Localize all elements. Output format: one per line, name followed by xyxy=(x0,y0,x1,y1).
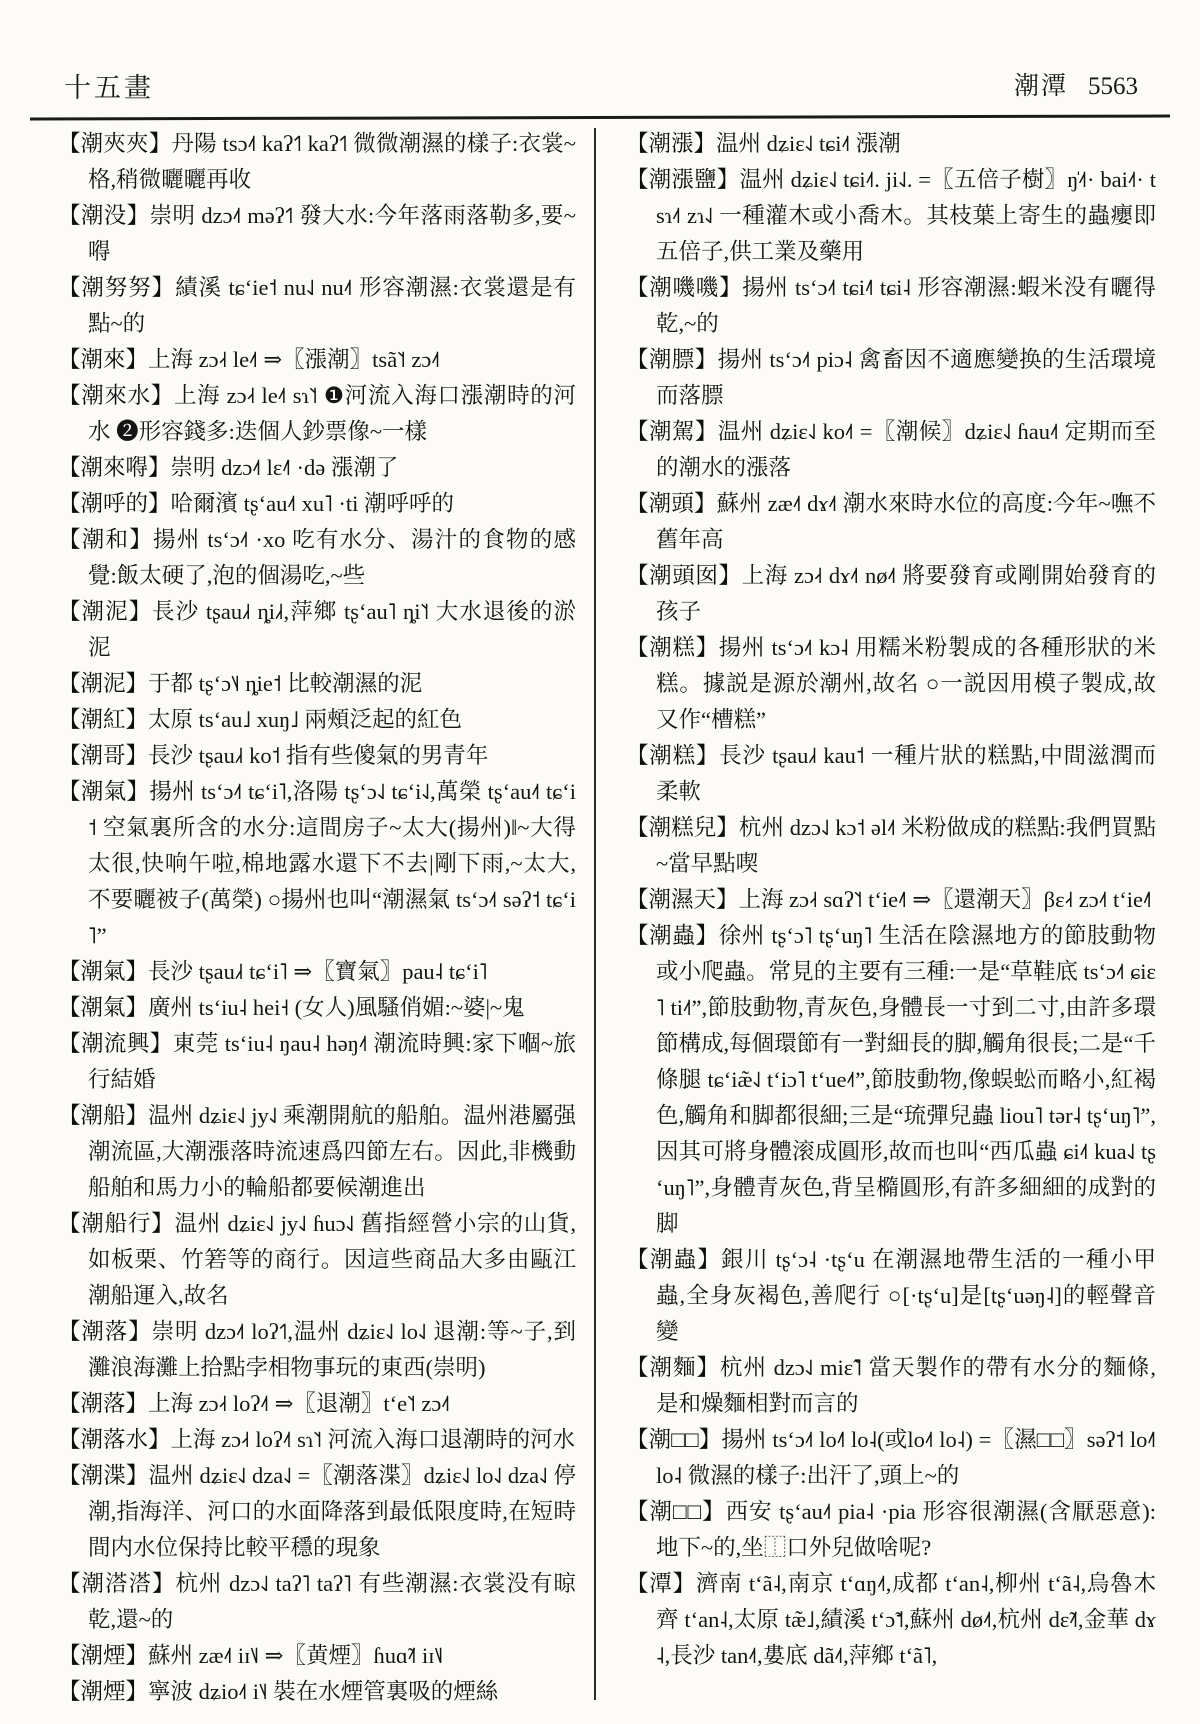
dictionary-entry xyxy=(626,342,1156,414)
entry-body: 揚州 tsʻɔ˨˦ tɕi˨˥ tɕi˨ 形容潮濕:蝦米没有曬得乾,~的 xyxy=(656,275,1156,336)
entry-body: 揚州 tsʻɔ˨˦ lo˨˥ lo˨(或lo˨˦ lo˨) =〖濕□□〗səʔ˦ lo˨˥ lo˨ 微濕的樣子:出汗了,頭上~的 xyxy=(656,1427,1156,1488)
entry-headword: 【潮泥】 xyxy=(58,671,149,696)
entry-body: 長沙 tʂau˩˧ tɕʻi˥ ⇒〖寶氣〗pau˨ tɕʻi˥ xyxy=(148,959,488,984)
entry-headword: 【潮努努】 xyxy=(58,275,176,300)
dictionary-entry xyxy=(58,1386,576,1422)
entry-body: 濟南 tʻã˨,南京 tʻɑŋ˨˦,成都 tʻan˨,柳州 tʻã˨,烏魯木齊 tʻan˨,太原 tæ̃˩,績溪 tʻɔ̃˦,蘇州 dø˨˦,杭州 dɛ̃˨˦,金華 dɤ˨,長沙 tan˨˦,婁底 dã˨˦,萍鄉 tʻã˥, xyxy=(656,1571,1156,1668)
dictionary-entry xyxy=(626,1566,1156,1674)
header-section-label: 十五畫 xyxy=(64,73,154,103)
column-divider xyxy=(594,128,596,1700)
entry-headword: 【潮麵】 xyxy=(626,1355,720,1380)
dictionary-entry xyxy=(626,162,1156,270)
entry-headword: 【潮蟲】 xyxy=(626,1247,722,1272)
entry-body: 銀川 tʂʻɔ˨ ·tʂʻu 在潮濕地帶生活的一種小甲蟲,全身灰褐色,善爬行 ○[·tʂʻu]是[tʂʻuəŋ˨]的輕聲音變 xyxy=(656,1247,1156,1344)
entry-body: 揚州 tsʻɔ˨˦ tɕʻi˥,洛陽 tʂʻɔ˨˩ tɕʻi˨˩,萬榮 tʂʻau˨˦ tɕʻi˦ 空氣裏所含的水分:這間房子~太大(揚州)‖~大得太很,快响午啦,棉地露水還下不去|剛下雨,~太大,不要曬被子(萬榮) ○揚州也叫“潮濕氣 tsʻɔ˨˦ səʔ˦ tɕʻi˥” xyxy=(88,779,576,948)
entry-body: 上海 zɔ˨˧ loʔ˨˦ sɿ˥˦ 河流入海口退潮時的河水 xyxy=(170,1427,576,1452)
entry-headword: 【潮□□】 xyxy=(626,1499,726,1524)
header-page-number: 5563 xyxy=(1088,73,1138,100)
right-column xyxy=(626,126,1156,1674)
entry-body: 上海 zɔ˨˧ sɑʔ˥˦ tʻie˨˥ ⇒〖還潮天〗βɛ˨˧ zɔ˨˦ tʻie˨˥ xyxy=(738,887,1152,912)
entry-headword: 【潮哥】 xyxy=(58,743,149,768)
entry-body: 温州 dʑiɛ˨˩ jy˨˩ ɦuɔ˨˩ 舊指經營小宗的山貨,如板栗、竹箬等的商行。因這些商品大多由甌江潮船運入,故名 xyxy=(88,1211,576,1308)
entry-body: 揚州 tsʻɔ˨˦ kɔ˨ 用糯米粉製成的各種形狀的米糕。據説是源於潮州,故名 ○一説因用模子製成,故又作“槽糕” xyxy=(656,635,1156,732)
entry-headword: 【潮漲鹽】 xyxy=(626,167,740,192)
entry-body: 長沙 tʂau˩˧ kau˦ 一種片狀的糕點,中間滋潤而柔軟 xyxy=(656,743,1156,804)
dictionary-entry xyxy=(626,630,1156,738)
dictionary-entry xyxy=(58,342,576,378)
entry-headword: 【潮没】 xyxy=(58,203,150,228)
entry-body: 績溪 tɕʻie˦ nu˨˩ nu˨˦ 形容潮濕:衣裳還是有點~的 xyxy=(88,275,576,336)
entry-headword: 【潮落】 xyxy=(58,1319,152,1344)
dictionary-entry xyxy=(626,1494,1156,1566)
dictionary-entry xyxy=(58,270,576,342)
entry-body: 揚州 tsʻɔ˨˦ piɔ˨ 禽畜因不適應變换的生活環境而落膘 xyxy=(656,347,1156,408)
dictionary-entry xyxy=(58,198,576,270)
entry-body: 長沙 tʂau˩˧ ȵi˩˧,萍鄉 tʂʻau˥ ȵi˥˦ 大水退後的淤泥 xyxy=(88,599,576,660)
entry-body: 長沙 tʂau˩˧ ko˦ 指有些傻氣的男青年 xyxy=(148,743,489,768)
entry-headword: 【潮泥】 xyxy=(58,599,153,624)
dictionary-entry xyxy=(626,1350,1156,1422)
entry-body: 東莞 tsʻiu˨ ŋau˨ həŋ˨˦ 潮流時興:家下嗰~旅行結婚 xyxy=(88,1031,576,1092)
dictionary-entry xyxy=(626,1242,1156,1350)
entry-headword: 【潮和】 xyxy=(58,527,154,552)
entry-headword: 【潮溚溚】 xyxy=(58,1571,176,1596)
entry-body: 上海 zɔ˨˧ dɤ˨˦ nø˨˦ 將要發育或剛開始發育的孩子 xyxy=(656,563,1156,624)
entry-headword: 【潮駕】 xyxy=(626,419,718,444)
entry-headword: 【潮來】 xyxy=(58,347,149,372)
entry-headword: 【潮落】 xyxy=(58,1391,149,1416)
entry-headword: 【潮來水】 xyxy=(58,383,174,408)
entry-headword: 【潮頭囡】 xyxy=(626,563,742,588)
entry-headword: 【潮頭】 xyxy=(626,491,717,516)
entry-body: 杭州 dzɔ˨˩ taʔ˥ taʔ˥ 有些潮濕:衣裳没有晾乾,還~的 xyxy=(88,1571,576,1632)
entry-body: 于都 tʂʻɔ˥˨ ȵie˦ 比較潮濕的泥 xyxy=(148,671,423,696)
entry-headword: 【潮渫】 xyxy=(58,1463,149,1488)
entry-headword: 【潮船】 xyxy=(58,1103,149,1128)
entry-body: 温州 dʑiɛ˨˩ dza˨˩ =〖潮落渫〗dʑiɛ˨˩ lo˨˩ dza˨˩ 停潮,指海洋、河口的水面降落到最低限度時,在短時間内水位保持比較平穩的現象 xyxy=(88,1463,576,1560)
entry-body: 崇明 dzɔ˨˦ lɛ˨˥ ·də 漲潮了 xyxy=(170,455,399,480)
dictionary-entry xyxy=(626,270,1156,342)
dictionary-entry xyxy=(58,486,576,522)
entry-body: 崇明 dzɔ˨˦ məʔ˦˥ 發大水:今年落雨落勒多,要~嘚 xyxy=(88,203,576,264)
dictionary-entry xyxy=(58,1638,576,1674)
dictionary-entry xyxy=(58,522,576,594)
dictionary-entry xyxy=(626,1422,1156,1494)
entry-body: 蘇州 zæ˨˦ iɪ˥˩ ⇒〖黄煙〗ɦuɑ̃˨˦ iɪ˥˩ xyxy=(148,1643,444,1668)
entry-headword: 【潮紅】 xyxy=(58,707,149,732)
entry-headword: 【潮漲】 xyxy=(626,131,717,156)
entry-headword: 【潮糕兒】 xyxy=(626,815,739,840)
dictionary-entry xyxy=(626,414,1156,486)
entry-body: 温州 dʑiɛ˨˩ jy˨˩ 乘潮開航的船舶。温州港屬强潮流區,大潮漲落時流速爲四節左右。因此,非機動船舶和馬力小的輪船都要候潮進出 xyxy=(88,1103,576,1200)
dictionary-entry xyxy=(58,1098,576,1206)
entry-headword: 【潮嘰嘰】 xyxy=(626,275,743,300)
entry-body: 太原 tsʻau˩ xuŋ˩ 兩頰泛起的紅色 xyxy=(148,707,462,732)
entry-body: 杭州 dzɔ˨˩ miɛ̃˥ 當天製作的帶有水分的麵條,是和燥麵相對而言的 xyxy=(656,1355,1156,1416)
entry-body: 廣州 tsʻiu˨ hei˧ (女人)風騷俏媚:~婆|~鬼 xyxy=(148,995,525,1020)
dictionary-entry xyxy=(626,738,1156,810)
entry-body: 上海 zɔ˨˧ le˨˦ sɿ˥˦ ❶河流入海口漲潮時的河水 ❷形容錢多:迭個人鈔票像~一樣 xyxy=(88,383,576,444)
dictionary-entry xyxy=(626,810,1156,882)
dictionary-entry xyxy=(58,990,576,1026)
entry-headword: 【潮氣】 xyxy=(58,959,149,984)
dictionary-entry xyxy=(626,486,1156,558)
entry-headword: 【潮來嘚】 xyxy=(58,455,171,480)
dictionary-entry xyxy=(58,702,576,738)
dictionary-entry xyxy=(58,126,576,198)
entry-headword: 【潮氣】 xyxy=(58,995,149,1020)
entry-body: 徐州 tʂʻɔ˥ tʂʻuŋ˥ 生活在陰濕地方的節肢動物或小爬蟲。常見的主要有三種:一是“草鞋底 tsʻɔ˨˦ ɕiɛ˥ ti˨˦”,節肢動物,青灰色,身體長一寸到二寸,由許多環節構成,每個環節有一對細長的脚,觸角很長;二是“千條腿 tɕʻiæ̃˨˩ tʻiɔ˥ tʻue˨˦”,節肢動物,像蜈蚣而略小,紅褐色,觸角和脚都很細;三是“琉彈兒蟲 liou˥ tər˨ tʂʻuŋ˥”,因其可將身體滚成圓形,故而也叫“西瓜蟲 ɕi˨˦ kua˨˩ tʂʻuŋ˥”,身體青灰色,背呈橢圓形,有許多細細的成對的脚 xyxy=(656,923,1156,1236)
dictionary-entry xyxy=(58,666,576,702)
dictionary-entry xyxy=(58,1314,576,1386)
entry-headword: 【潮船行】 xyxy=(58,1211,175,1236)
header-guide-word: 潮潭 xyxy=(1013,73,1068,100)
entry-headword: 【潮呼的】 xyxy=(58,491,171,516)
entry-headword: 【潮濕天】 xyxy=(626,887,739,912)
dictionary-entry xyxy=(58,774,576,954)
entry-body: 蘇州 zæ˨˦ dɤ˨˦ 潮水來時水位的高度:今年~嘸不舊年高 xyxy=(656,491,1156,552)
header-rule xyxy=(30,115,1170,121)
dictionary-entry xyxy=(58,1674,576,1710)
entry-body: 上海 zɔ˨˧ le˨˦ ⇒〖漲潮〗tsã˥˦ zɔ˨˦ xyxy=(148,347,440,372)
entry-headword: 【潮糕】 xyxy=(626,635,719,660)
entry-headword: 【潮膘】 xyxy=(626,347,718,372)
entry-headword: 【潮流興】 xyxy=(58,1031,173,1056)
entry-body: 温州 dʑiɛ˨˩ tɕi˨˦ 漲潮 xyxy=(716,131,901,156)
entry-headword: 【潮煙】 xyxy=(58,1643,149,1668)
header-right-group xyxy=(1014,66,1138,102)
entry-body: 揚州 tsʻɔ˨˦ ·xo 吃有水分、湯汁的食物的感覺:飯太硬了,泡的個湯吃,~些 xyxy=(88,527,576,588)
entry-headword: 【潮蟲】 xyxy=(626,923,719,948)
dictionary-entry xyxy=(58,1026,576,1098)
entry-headword: 【潭】 xyxy=(626,1571,696,1596)
entry-body: 上海 zɔ˨˧ loʔ˨˦ ⇒〖退潮〗tʻe˥˦ zɔ˨˦ xyxy=(148,1391,450,1416)
entry-body: 崇明 dzɔ˨˦ loʔ˦˥,温州 dʑiɛ˨˩ lo˨˩ 退潮:等~子,到灘浪海灘上拾點孛相物事玩的東西(崇明) xyxy=(88,1319,576,1380)
dictionary-entry xyxy=(626,918,1156,1242)
dictionary-entry xyxy=(626,882,1156,918)
dictionary-entry xyxy=(58,594,576,666)
entry-body: 杭州 dzɔ˨˩ kɔ˦ əl˨˦ 米粉做成的糕點:我們買點~當早點喫 xyxy=(656,815,1156,876)
dictionary-entry xyxy=(58,1566,576,1638)
dictionary-entry xyxy=(58,954,576,990)
entry-headword: 【潮夾夾】 xyxy=(58,131,172,156)
entry-headword: 【潮落水】 xyxy=(58,1427,171,1452)
dictionary-entry xyxy=(58,1206,576,1314)
entry-headword: 【潮糕】 xyxy=(626,743,720,768)
left-column xyxy=(58,126,576,1710)
entry-headword: 【潮□□】 xyxy=(626,1427,722,1452)
entry-body: 寧波 dʑio˨˦ i˥˨ 裝在水煙管裏吸的煙絲 xyxy=(148,1679,499,1704)
entry-headword: 【潮氣】 xyxy=(58,779,150,804)
dictionary-entry xyxy=(58,1422,576,1458)
dictionary-entry xyxy=(58,738,576,774)
dictionary-entry xyxy=(626,558,1156,630)
dictionary-entry xyxy=(58,378,576,450)
entry-body: 温州 dʑiɛ˨˩ tɕi˨˦. ji˨˩. =〖五倍子樹〗ŋ̍˨˦· bai˨˦· tsɿ˨˦ zɿ˨˩ 一種灌木或小喬木。其枝葉上寄生的蟲癭即五倍子,供工業及藥用 xyxy=(656,167,1156,264)
dictionary-entry xyxy=(626,126,1156,162)
entry-body: 丹陽 tsɔ˨˦ kaʔ˦˥ kaʔ˦˥ 微微潮濕的樣子:衣裳~格,稍微曬曬再收 xyxy=(88,131,576,192)
entry-body: 西安 tʂʻau˨˦ pia˨ ·pia 形容很潮濕(含厭惡意):地下~的,坐⿰口外兒做啥呢? xyxy=(656,1499,1157,1560)
dictionary-entry xyxy=(58,1458,576,1566)
entry-body: 温州 dʑiɛ˨˩ ko˨˦ =〖潮候〗dʑiɛ˨˩ ɦau˨˦ 定期而至的潮水的漲落 xyxy=(656,419,1156,480)
dictionary-entry xyxy=(58,450,576,486)
entry-body: 哈爾濱 tʂʻau˨˦ xu˥ ·ti 潮呼呼的 xyxy=(170,491,454,516)
entry-headword: 【潮煙】 xyxy=(58,1679,149,1704)
